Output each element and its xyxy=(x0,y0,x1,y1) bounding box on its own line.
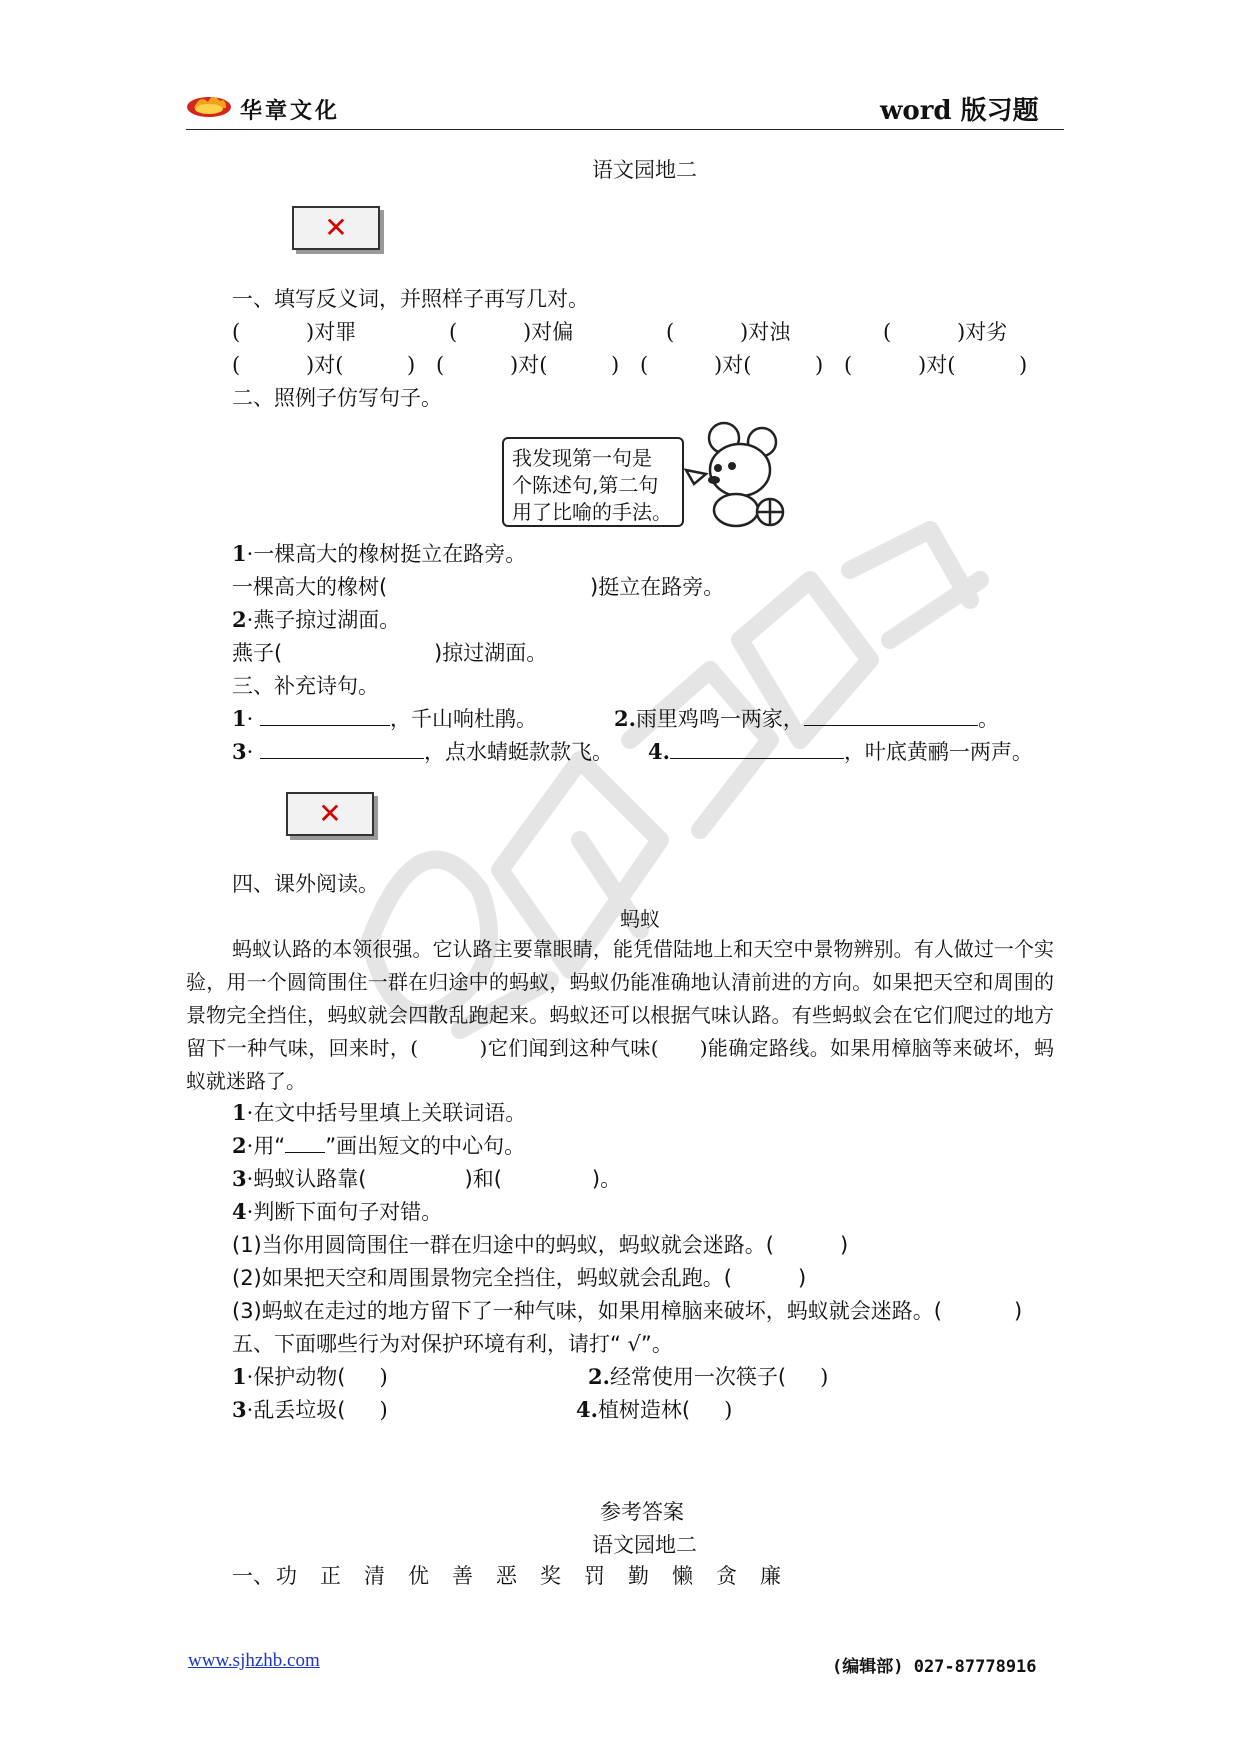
q4-heading: 四、课外阅读。 xyxy=(232,872,379,896)
q1-heading: 一、填写反义词，并照样子再写几对。 xyxy=(232,287,589,311)
q1-pair: )对( xyxy=(714,353,752,377)
blank[interactable] xyxy=(804,705,978,726)
q4-i4: 4·判断下面句子对错。 xyxy=(232,1199,443,1224)
answers-heading: 参考答案 xyxy=(600,1500,684,1524)
q1-item: )对罪 xyxy=(306,320,357,344)
q3-line2: 2.雨里鸡鸣一两家， 。 xyxy=(614,706,999,731)
q1-paren: ( xyxy=(232,353,241,377)
passage-text: 蚂蚁认路的本领很强。它认路主要靠眼睛，能凭借陆地上和天空中景物辨别。有人做过一个实验，用一个圆筒围住一群在归途中的蚂蚁，蚂蚁仍能准确地认清前进的方向。如果把天空和周围的景物完全挡住，蚂蚁就会四散乱跑起来。蚂蚁还可以根据气味认路。有些蚂蚁会在它们爬过的地方留下一种气味，回来时，( )它们闻到这种气味( )能确定路线。如果用樟脑等来破坏，蚂蚁就迷路了。 xyxy=(186,937,1054,1093)
fire-logo-icon xyxy=(186,92,232,118)
num: 1 xyxy=(232,541,247,566)
q2-heading: 二、照例子仿写句子。 xyxy=(232,386,442,410)
q1-paren: ( xyxy=(640,353,649,377)
q1-paren: ( xyxy=(666,320,675,344)
q3-line3: 3· ，点水蜻蜓款款飞。 xyxy=(232,739,613,764)
blank[interactable] xyxy=(260,705,390,726)
q5-a2: 2.经常使用一次筷子( ) xyxy=(588,1364,829,1389)
q1-paren: ) xyxy=(1019,353,1028,377)
answers-line: 一、功 正 清 优 善 恶 奖 罚 勤 懒 贪 廉 xyxy=(232,1564,781,1588)
q1-paren: ( xyxy=(232,320,241,344)
q1-paren: ( xyxy=(449,320,458,344)
bubble-line: 我发现第一句是 xyxy=(512,446,652,470)
q1-item: )对偏 xyxy=(523,320,574,344)
footer-contact: (编辑部) 027-87778916 xyxy=(832,1657,1037,1677)
q3-line4: 4. ，叶底黄鹂一两声。 xyxy=(648,739,1033,764)
answers-title: 语文园地二 xyxy=(592,1533,697,1557)
q3-line1: 1· ，千山响杜鹃。 xyxy=(232,706,537,731)
header-rule xyxy=(186,129,1064,130)
blank[interactable] xyxy=(670,738,844,759)
broken-image-2 xyxy=(286,792,374,836)
q4-i3: 3·蚂蚁认路靠( )和( )。 xyxy=(232,1166,622,1191)
q1-paren: ( xyxy=(844,353,853,377)
q1-paren: ) xyxy=(407,353,416,377)
q1-item: )对劣 xyxy=(957,320,1008,344)
header-right-text: word 版习题 xyxy=(880,96,1039,126)
q2-s1-fill-b: )挺立在路旁。 xyxy=(590,575,725,599)
q2-s2-fill-b: )掠过湖面。 xyxy=(434,641,548,665)
q2-s1-fill-a: 一棵高大的橡树( xyxy=(232,575,388,599)
q1-paren: ( xyxy=(436,353,445,377)
blank[interactable] xyxy=(260,738,424,759)
q1-paren: ( xyxy=(883,320,892,344)
q4-i1: 1·在文中括号里填上关联词语。 xyxy=(232,1100,527,1125)
sentence: 一棵高大的橡树挺立在路旁。 xyxy=(253,542,527,566)
speech-bubble xyxy=(502,437,684,527)
q1-pair: )对( xyxy=(918,353,956,377)
q1-item: )对浊 xyxy=(740,320,791,344)
q5-a1: 1·保护动物( ) xyxy=(232,1364,388,1389)
num: 2 xyxy=(232,607,247,632)
q2-s2: 2·燕子掠过湖面。 xyxy=(232,607,401,632)
underline-sample xyxy=(285,1132,325,1153)
q2-s2-fill-a: 燕子( xyxy=(232,641,283,665)
broken-image-1 xyxy=(292,206,380,250)
q1-paren: ) xyxy=(611,353,620,377)
judge-2: (2)如果把天空和周围景物完全挡住，蚂蚁就会乱跑。( ) xyxy=(232,1266,807,1290)
q3-heading: 三、补充诗句。 xyxy=(232,674,379,698)
q5-a4: 4.植树造林( ) xyxy=(576,1397,733,1422)
judge-3: (3)蚂蚁在走过的地方留下了一种气味，如果用樟脑来破坏，蚂蚁就会迷路。( ) xyxy=(232,1299,1023,1323)
logo-text: 华章文化 xyxy=(240,99,341,124)
q4-i2: 2·用“ ”画出短文的中心句。 xyxy=(232,1133,526,1158)
page-title: 语文园地二 xyxy=(592,158,697,182)
bubble-line: 用了比喻的手法。 xyxy=(512,500,672,524)
q1-paren: ) xyxy=(815,353,824,377)
q1-pair: )对( xyxy=(510,353,548,377)
mouse-cartoon-icon xyxy=(684,418,794,530)
q5-a3: 3·乱丢垃圾( ) xyxy=(232,1397,388,1422)
q1-pair: )对( xyxy=(306,353,344,377)
footer-url-link[interactable]: www.sjhzhb.com xyxy=(188,1650,320,1671)
judge-1: (1)当你用圆筒围住一群在归途中的蚂蚁，蚂蚁就会迷路。( ) xyxy=(232,1233,849,1257)
broken-image-icon: ✕ xyxy=(324,211,348,244)
q5-heading: 五、下面哪些行为对保护环境有利，请打“ √”。 xyxy=(232,1332,673,1356)
q2-s1: 1·一棵高大的橡树挺立在路旁。 xyxy=(232,541,527,566)
broken-image-icon: ✕ xyxy=(318,797,342,830)
passage-title: 蚂蚁 xyxy=(620,907,660,931)
sentence: 燕子掠过湖面。 xyxy=(253,608,401,632)
bubble-line: 个陈述句,第二句 xyxy=(512,473,659,497)
